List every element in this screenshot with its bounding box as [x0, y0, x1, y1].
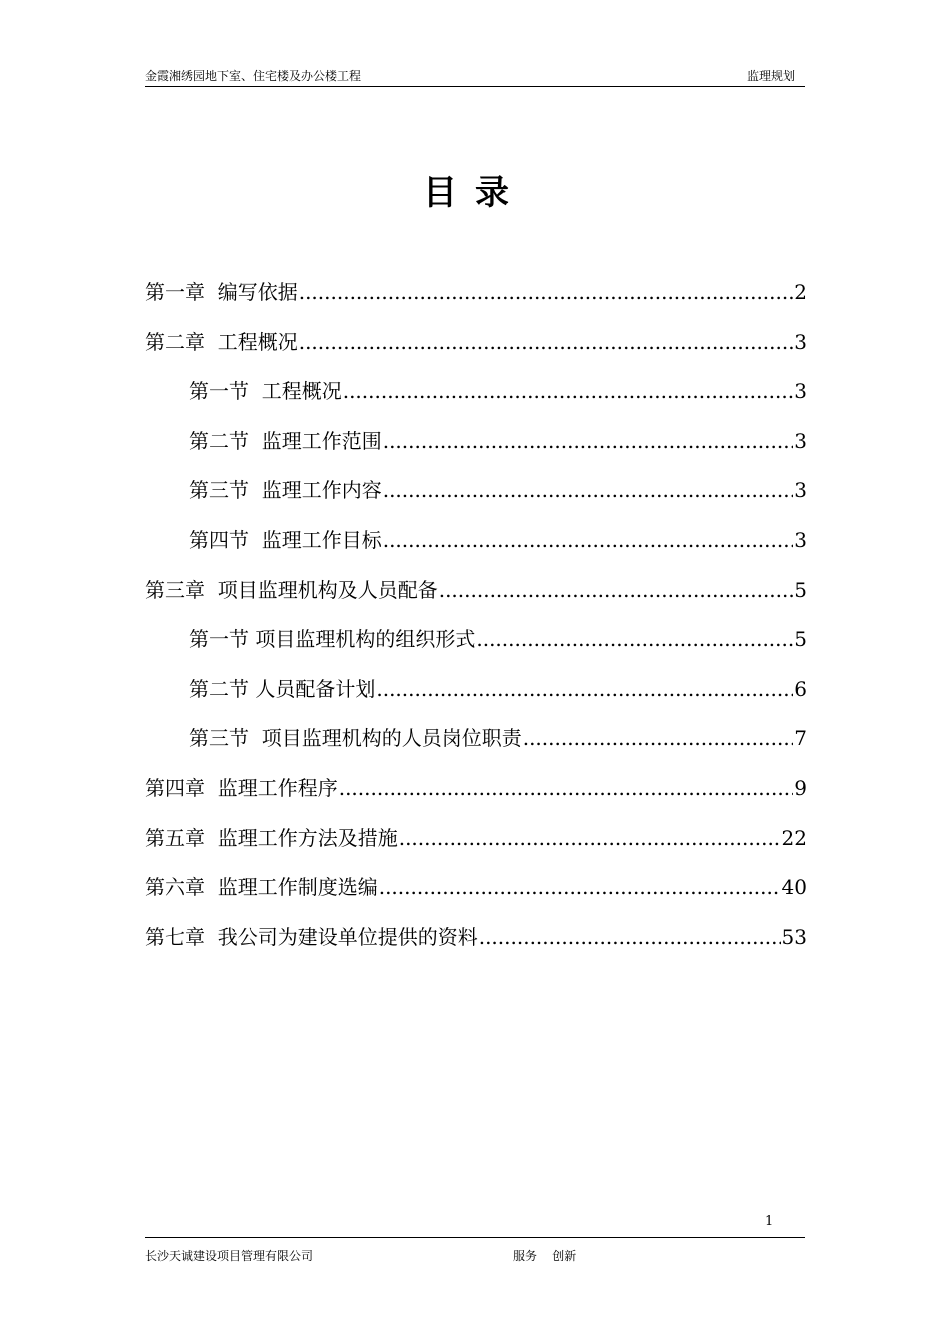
toc-entry[interactable]	[145, 867, 807, 917]
toc-entry-page: 5	[794, 577, 807, 602]
toc-entry-label: 第二章 工程概况	[145, 329, 298, 354]
toc-dot-leader	[343, 371, 794, 411]
toc-dot-leader	[299, 322, 794, 362]
page-title: 目录	[423, 173, 527, 213]
toc-entry[interactable]	[145, 619, 807, 669]
toc-entry-page: 3	[794, 478, 807, 503]
toc-entry-page: 3	[794, 329, 807, 354]
toc-entry-page: 9	[794, 775, 807, 800]
toc-entry-label: 第六章 监理工作制度选编	[145, 875, 378, 900]
page-number: 1	[765, 1214, 774, 1229]
toc-dot-leader	[299, 272, 794, 312]
footer-company: 长沙天诚建设项目管理有限公司	[145, 1249, 314, 1263]
toc-entry[interactable]	[145, 570, 807, 620]
toc-entry-label: 第三节 监理工作内容	[189, 478, 382, 503]
toc-entry-page: 40	[781, 875, 807, 900]
toc-entry-label: 第五章 监理工作方法及措施	[145, 825, 398, 850]
toc-entry-label: 第四节 监理工作目标	[189, 527, 382, 552]
toc-entry[interactable]	[145, 520, 807, 570]
toc-entry-page: 3	[794, 527, 807, 552]
toc-entry-label: 第二节 人员配备计划	[189, 676, 376, 701]
header-doc-type: 监理规划	[746, 69, 795, 83]
toc-dot-leader	[383, 520, 794, 560]
toc-entry-label: 第二节 监理工作范围	[189, 428, 382, 453]
toc-entry[interactable]	[145, 322, 807, 372]
toc-dot-leader	[476, 619, 793, 659]
toc-entry-page: 2	[794, 280, 807, 304]
toc-entry-label: 第四章 监理工作程序	[145, 775, 338, 800]
toc-entry[interactable]	[145, 768, 807, 818]
toc-entry[interactable]	[145, 371, 807, 421]
toc-dot-leader	[479, 917, 781, 957]
toc-entry-label: 第七章 我公司为建设单位提供的资料	[145, 924, 478, 949]
toc-dot-leader	[383, 470, 794, 510]
toc-entry-page: 22	[781, 825, 807, 850]
toc-entry-label: 第一节 项目监理机构的组织形式	[189, 627, 476, 652]
page-header	[145, 66, 805, 87]
toc-entry-label: 第三章 项目监理机构及人员配备	[145, 577, 438, 602]
toc-entry-page: 53	[781, 924, 807, 949]
footer-slogan: 服务 创新	[513, 1249, 577, 1263]
toc-entry-label: 第一节 工程概况	[189, 379, 342, 404]
toc-entry[interactable]	[145, 669, 807, 719]
toc-entry[interactable]	[145, 272, 807, 322]
toc-entry[interactable]	[145, 818, 807, 868]
toc-dot-leader	[376, 669, 793, 709]
toc-entry-label: 第三节 项目监理机构的人员岗位职责	[189, 726, 522, 751]
toc-entry[interactable]	[145, 917, 807, 967]
toc-entry-page: 6	[794, 676, 807, 701]
header-project-title: 金霞湘绣园地下室、住宅楼及办公楼工程	[145, 69, 362, 83]
toc-entry[interactable]	[145, 718, 807, 768]
toc-entry-page: 7	[794, 726, 807, 751]
toc-dot-leader	[439, 570, 794, 610]
toc-entry-page: 3	[794, 428, 807, 453]
toc-entry-label: 第一章 编写依据	[145, 280, 298, 304]
toc-entry[interactable]	[145, 470, 807, 520]
toc-dot-leader	[379, 867, 781, 907]
toc-dot-leader	[399, 818, 781, 858]
table-of-contents	[145, 272, 807, 966]
toc-dot-leader	[339, 768, 794, 808]
toc-entry-page: 5	[794, 627, 807, 652]
toc-entry[interactable]	[145, 421, 807, 471]
toc-entry-page: 3	[794, 379, 807, 404]
footer-divider	[145, 1237, 805, 1238]
toc-dot-leader	[383, 421, 794, 461]
toc-dot-leader	[523, 718, 794, 758]
